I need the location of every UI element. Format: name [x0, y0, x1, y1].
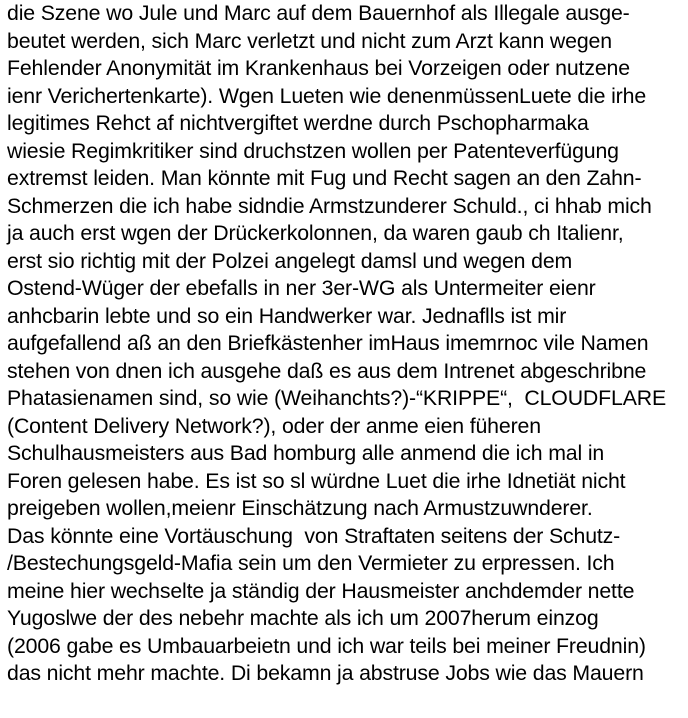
- text-line: die Szene wo Jule und Marc auf dem Bauernhof als Illegale ausge-: [7, 1, 630, 25]
- text-line: /Bestechungsgeld-Mafia sein um den Vermieter zu erpressen. Ich: [7, 551, 615, 575]
- text-line: aufgefallend aß an den Briefkästenher imHaus imemrnoc vile Namen: [7, 331, 649, 355]
- text-line: beutet werden, sich Marc verletzt und nicht zum Arzt kann wegen: [7, 28, 612, 53]
- text-line: extremst leiden. Man könnte mit Fug und Recht sagen an den Zahn-: [7, 166, 642, 190]
- text-line: wiesie Regimkritiker sind druchstzen wollen per Patenteverfügung: [7, 138, 619, 163]
- text-line: anhcbarin lebte und so ein Handwerker war. Jednaflls ist mir: [7, 303, 567, 328]
- text-line: meine hier wechselte ja ständig der Hausmeister anchdemder nette: [7, 578, 635, 603]
- text-line: ienr Verichertenkarte). Wgen Lueten wie denenmüssenLuete die irhe: [7, 83, 647, 108]
- document-body: [7, 0, 688, 688]
- text-line: Yugoslwe der des nebehr machte als ich um 2007herum einzog: [7, 606, 599, 630]
- text-line: legitimes Rehct af nichtvergiftet werdne durch Pschopharmaka: [7, 111, 589, 135]
- text-line: ja auch erst wgen der Drückerkolonnen, da waren gaub ch Italienr,: [7, 221, 624, 245]
- text-line: Ostend-Wüger der ebefalls in ner 3er-WG als Untermeiter eienr: [7, 276, 596, 300]
- text-line: Fehlender Anonymität im Krankenhaus bei Vorzeigen oder nutzene: [7, 56, 630, 80]
- text-line: Schmerzen die ich habe sidndie Armstzunderer Schuld., ci hhab mich: [7, 193, 652, 218]
- text-line: (2006 gabe es Umbauarbeietn und ich war teils bei meiner Freudnin): [7, 633, 646, 658]
- text-line: Phatasienamen sind, so wie (Weihanchts?)-“KRIPPE“, CLOUDFLARE: [7, 386, 667, 410]
- text-line: Foren gelesen habe. Es ist so sl würdne Luet die irhe Idnetiät nicht: [7, 468, 626, 493]
- text-line: das nicht mehr machte. Di bekamn ja abstruse Jobs wie das Mauern: [7, 661, 644, 685]
- text-line: Schulhausmeisters aus Bad homburg alle anmend die ich mal in: [7, 441, 605, 465]
- text-line: stehen von dnen ich ausgehe daß es aus dem Intrenet abgeschribne: [7, 358, 647, 383]
- text-line: erst sio richtig mit der Polzei angelegt damsl und wegen dem: [7, 248, 573, 273]
- text-line: preigeben wollen,meienr Einschätzung nach Armustzuwnderer.: [7, 496, 593, 520]
- text-line: (Content Delivery Network?), oder der anme eien füheren: [7, 413, 541, 438]
- text-line: Das könnte eine Vortäuschung von Straftaten seitens der Schutz-: [7, 523, 621, 548]
